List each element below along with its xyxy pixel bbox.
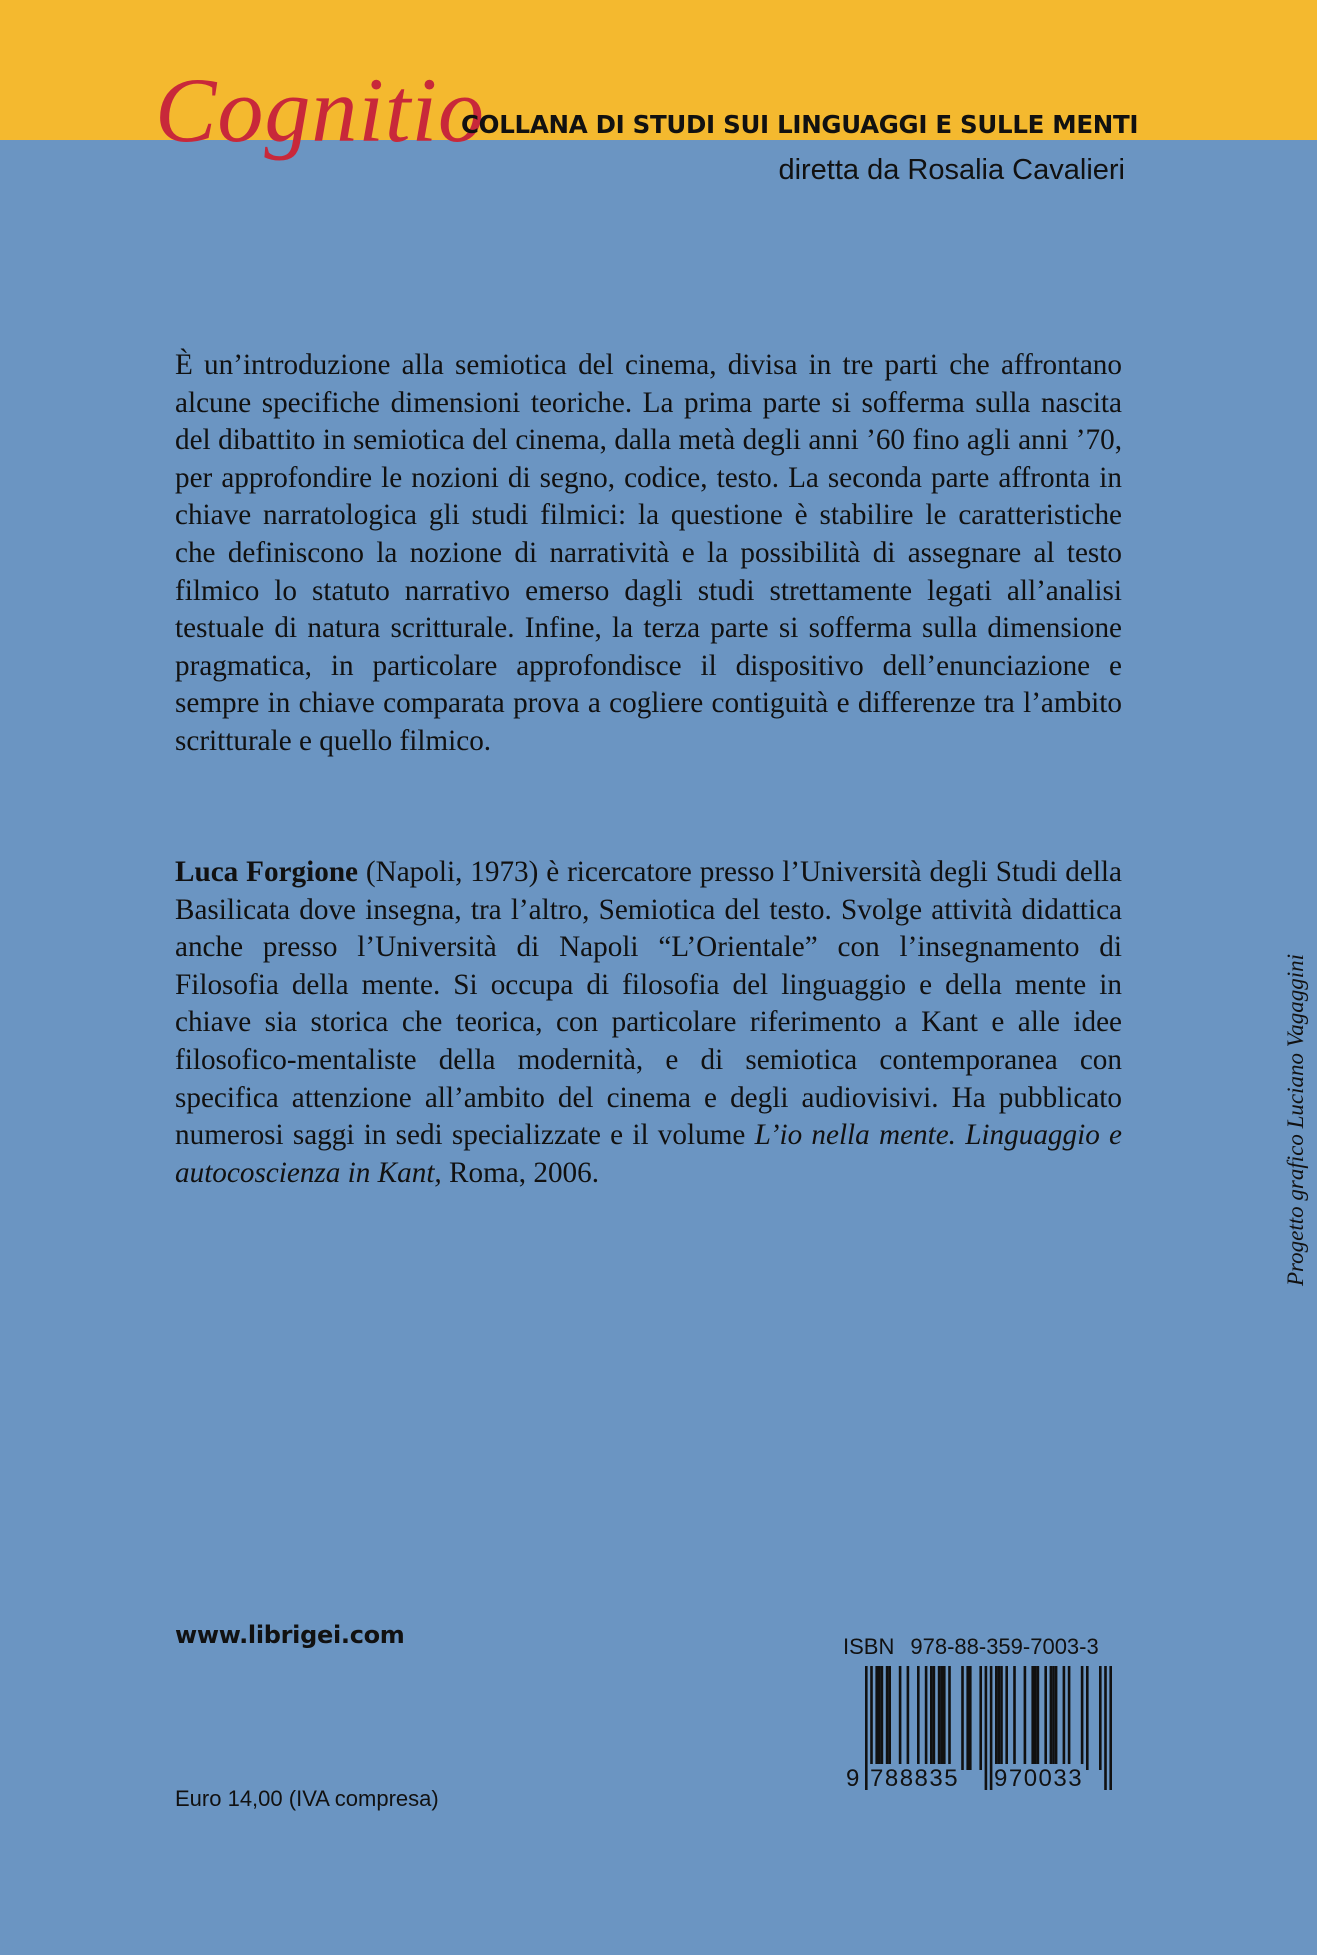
- price: Euro 14,00 (IVA compresa): [175, 1786, 439, 1811]
- barcode-bar-19: [969, 1666, 972, 1770]
- barcode-bar-33: [1050, 1666, 1053, 1770]
- barcode-bar-10: [925, 1666, 928, 1770]
- book-description: È un’introduzione alla semiotica del cinema, divisa in tre parti che affrontano alcune specifiche dimensioni teoriche. La prima parte si sofferma sulla nascita del dibattito in semiotica del cinema, dalla metà degli anni ’60 fino agli anni ’70, per approfondire le nozioni di segno, codice, testo. La seconda parte affronta in chiave narratologica gli studi filmici: la questione è stabilire le caratteristiche che definiscono la nozione di narratività e la possibilità di assegnare al testo filmico lo statuto narrativo emerso dagli studi strettamente legati all’analisi testuale di natura scritturale. Infine, la terza parte si sofferma sulla dimensione pragmatica, in particolare approfondisce il dispositivo dell’enunciazione e sempre in chiave comparata prova a cogliere contiguità e differenze tra l’ambito scritturale e quello filmico.: [175, 349, 1122, 757]
- barcode-bar-35: [1055, 1666, 1058, 1770]
- barcode-bar-18: [966, 1666, 969, 1770]
- author-bio-text: (Napoli, 1973) è ricercatore presso l’Università degli Studi della Basilicata dove insegna, tra l’altro, Semiotica del testo. Svolge attività didattica anche presso l’Università di Napoli “L’Orientale” con l’insegnamento di Filosofia della mente. Si occupa di filosofia del linguaggio e della mente in chiave sia storica che teorica, con particolare riferimento a Kant e alle idee filosofico-mentaliste della modernità, e di semiotica contemporanea con specifica attenzione all’ambito del cinema e degli audiovisivi. Ha pubblicato numerosi saggi in sedi specializzate e il volume: [175, 856, 1122, 1152]
- barcode-bar-40: [1099, 1666, 1102, 1770]
- design-credit: Progetto grafico Luciano Vagaggini: [1283, 954, 1308, 1286]
- barcode-group-1: 788835: [870, 1765, 960, 1792]
- barcode-bar-25: [1000, 1666, 1003, 1770]
- barcode-bar-16: [948, 1666, 951, 1770]
- barcode-first-digit: 9: [846, 1765, 861, 1792]
- barcode-bar-39: [1086, 1666, 1089, 1770]
- barcode-bar-32: [1044, 1666, 1047, 1770]
- barcode-bar-8: [907, 1666, 910, 1770]
- book-title: L’io nella mente. Linguaggio e autocoscienza in Kant,: [175, 1119, 1122, 1189]
- barcode-bar-28: [1024, 1666, 1027, 1770]
- barcode-bar-13: [938, 1666, 941, 1770]
- series-subtitle: COLLANA DI STUDI SUI LINGUAGGI E SULLE MENTI: [461, 110, 1139, 139]
- barcode-bar-14: [940, 1666, 943, 1770]
- isbn-line: [843, 1633, 1115, 1661]
- barcode-bar-4: [881, 1666, 884, 1770]
- barcode-bar-29: [1031, 1666, 1034, 1770]
- barcode-bar-3: [878, 1666, 881, 1770]
- barcode-bar-31: [1037, 1666, 1040, 1770]
- barcode-bar-5: [886, 1666, 889, 1770]
- barcode-bar-37: [1068, 1666, 1071, 1770]
- barcode-bar-15: [943, 1666, 946, 1770]
- barcode-bar-34: [1052, 1666, 1055, 1770]
- publisher-website[interactable]: www.librigei.com: [175, 1621, 405, 1649]
- barcode-group-2: 970033: [994, 1765, 1084, 1792]
- barcode-bar-2: [875, 1666, 878, 1770]
- author-bio: [175, 854, 1122, 1192]
- barcode-bar-30: [1034, 1666, 1037, 1770]
- isbn-label: ISBN: [843, 1634, 895, 1659]
- series-editor: diretta da Rosalia Cavalieri: [778, 154, 1125, 186]
- barcode-bar-9: [917, 1666, 920, 1770]
- barcode-bar-12: [933, 1666, 936, 1770]
- barcode-bar-23: [995, 1666, 998, 1770]
- barcode-bar-26: [1005, 1666, 1008, 1770]
- barcode-bar-36: [1063, 1666, 1066, 1770]
- series-title: Cognitio: [155, 59, 486, 161]
- barcode-bar-24: [998, 1666, 1001, 1770]
- barcode-bar-27: [1013, 1666, 1016, 1770]
- author-name: Luca Forgione: [175, 856, 359, 888]
- author-bio-tail: Roma, 2006.: [441, 1156, 600, 1189]
- barcode-bar-11: [930, 1666, 933, 1770]
- isbn-number: 978-88-359-7003-3: [910, 1634, 1099, 1659]
- barcode-bar-6: [888, 1666, 891, 1770]
- barcode-bar-17: [961, 1666, 964, 1770]
- barcode-digits: [843, 1764, 1115, 1794]
- barcode-bar-7: [899, 1666, 902, 1770]
- barcode-bar-20: [979, 1666, 982, 1770]
- barcode-bar-38: [1081, 1666, 1084, 1770]
- barcode: [843, 1664, 1115, 1794]
